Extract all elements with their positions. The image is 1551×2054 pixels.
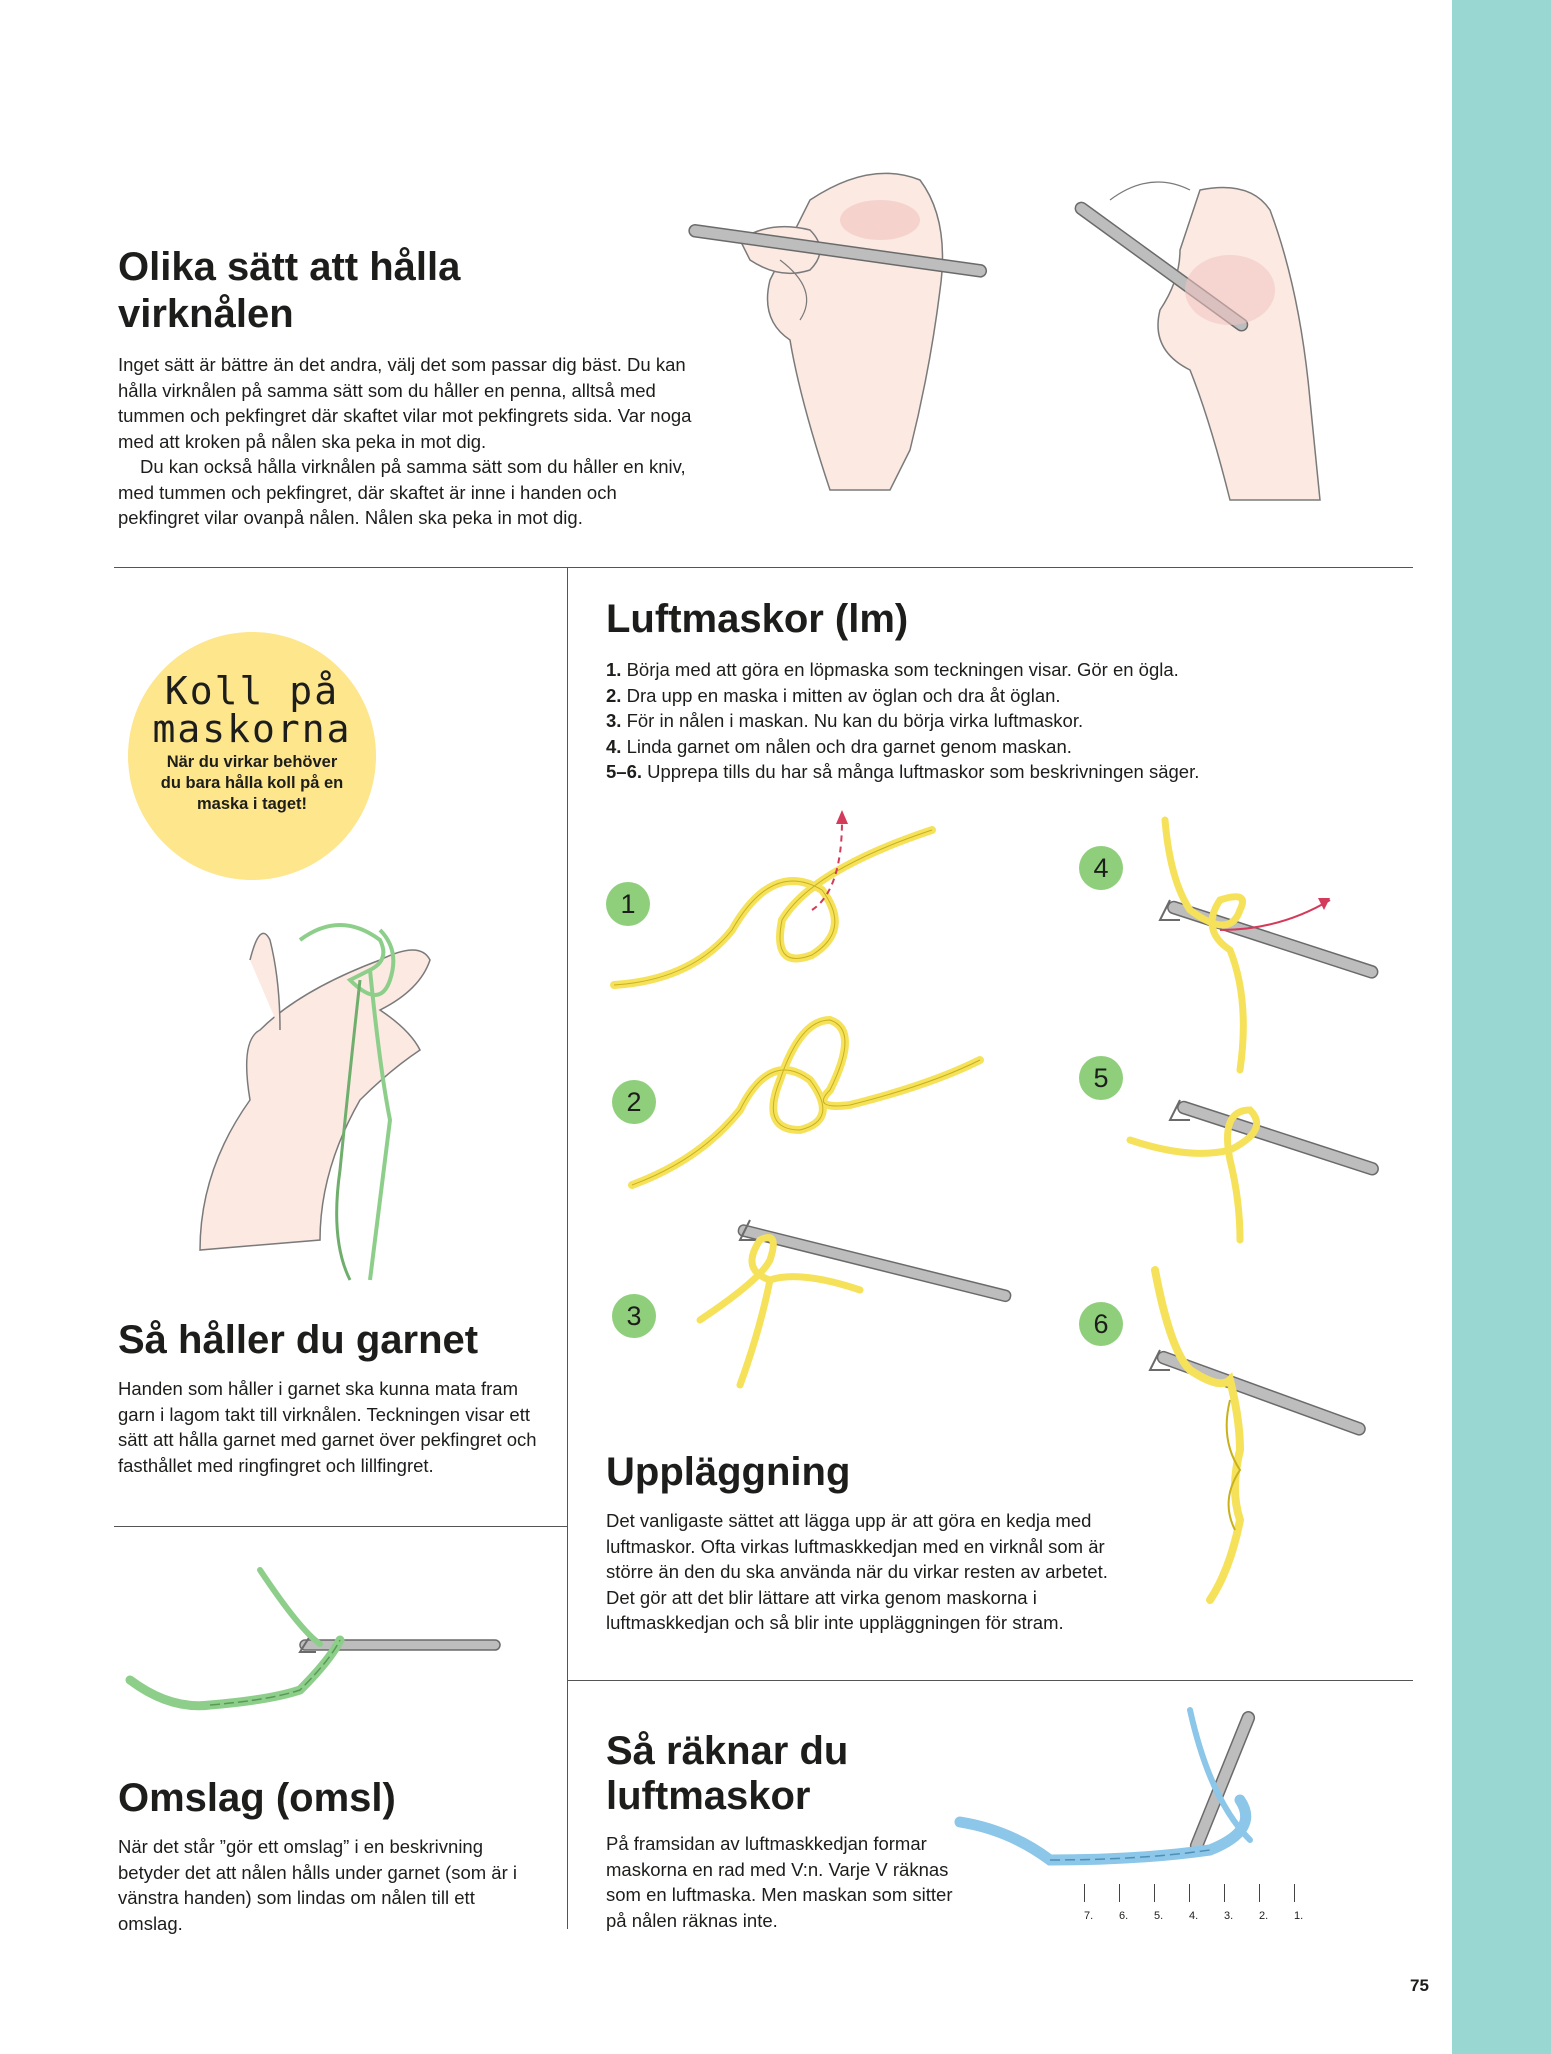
chain-step [606,657,1366,683]
count-label: 7. [1084,1910,1094,1922]
step-badge-4: 4 [1079,846,1123,890]
page-number: 75 [1410,1976,1429,1995]
callout-title-line-2: maskorna [152,707,352,751]
chain-step-number: 5–6. [606,761,643,782]
accent-side-band [1452,0,1551,2054]
hand-pencil-grip-illustration [680,160,1050,505]
hand-knife-grip-illustration [1080,170,1360,510]
chain-step [606,683,1366,709]
count-label: 2. [1259,1910,1269,1922]
step-badge-6: 6 [1079,1302,1123,1346]
callout-circle [128,632,376,880]
chain-step [606,734,1366,760]
callout-title-line-1: Koll på [164,669,340,713]
count-label: 5. [1154,1910,1164,1922]
chain-step-text: Dra upp en maska i mitten av öglan och dra åt öglan. [626,684,1061,706]
foundation-text: Det vanligaste sättet att lägga upp är att göra en kedja med luftmaskor. Ofta virkas luftmaskkedjan med en virknål som är större än den du ska använda när du virkar resten av arbetet. Det gör att det blir lättare att virka genom maskorna i luftmaskkedjan och så blir inte uppläggningen för stram. [606,1510,1108,1633]
section-title-count: Så räknar du luftmaskor [606,1729,849,1818]
chain-step-number: 1. [606,659,622,680]
chain-step-number: 4. [606,735,622,757]
count-label: 6. [1119,1910,1129,1922]
chain-steps-list [606,657,1366,785]
chain-step-text: Upprepa tills du har så många luftmaskor som beskrivningen säger. [647,761,1200,782]
step-2-illustration [630,1010,1000,1190]
count-tick [1189,1884,1190,1902]
step-1-illustration [612,810,992,990]
chain-step-number: 2. [606,684,622,706]
hold-hook-text [118,352,698,531]
divider-right-lower [567,1680,1413,1681]
step-6-illustration [1150,1270,1390,1610]
count-tick [1119,1884,1120,1902]
callout-title [128,669,376,751]
chain-step-text: Linda garnet om nålen och dra garnet genom maskan. [626,735,1072,757]
count-tick [1259,1884,1260,1902]
count-label: 3. [1224,1910,1234,1922]
step-badge-5: 5 [1079,1056,1123,1100]
hold-hook-paragraph-1: Inget sätt är bättre än det andra, välj det som passar dig bäst. Du kan hålla virknålen på samma sätt som du håller en penna, alltså med tummen och pekfingret där skaftet vilar mot pekfingrets sida. Var noga med att kroken på nålen ska peka in mot dig. [118,354,692,452]
hold-yarn-text: Handen som håller i garnet ska kunna mata fram garn i lagom takt till virknålen. Teckningen visar ett sätt att hålla garnet med garnet över pekfingret och fasthållet med ringfingret och lillfingret. [118,1378,537,1476]
section-title-hold-hook: Olika sätt att hålla virknålen [118,245,461,336]
hand-holding-yarn-illustration [180,920,520,1290]
chain-step [606,708,1366,734]
section-title-chain: Luftmaskor (lm) [606,597,909,641]
divider-vertical [567,567,568,1929]
chain-step-text: För in nålen i maskan. Nu kan du börja virka luftmaskor. [626,710,1084,731]
count-ruler [1072,1880,1312,1930]
step-badge-3: 3 [612,1294,656,1338]
divider-left-lower [114,1526,567,1527]
callout-text: När du virkar behöver du bara hålla koll på en maska i taget! [160,753,344,813]
step-badge-2: 2 [612,1080,656,1124]
count-tick [1294,1884,1295,1902]
step-3-illustration [660,1210,1020,1390]
chain-step-text: Börja med att göra en löpmaska som teckningen visar. Gör en ögla. [626,659,1179,680]
chain-step-number: 3. [606,710,622,731]
section-title-yarn-over: Omslag (omsl) [118,1776,396,1820]
yarn-over-text: När det står ”gör ett omslag” i en beskrivning betyder det att nålen hålls under garnet (som är i vänstra handen) som lindas om nålen till ett omslag. [118,1836,518,1934]
count-text: På framsidan av luftmaskkedjan formar maskorna en rad med V:n. Varje V räknas som en luftmaska. Men maskan som sitter på nålen räknas inte. [606,1833,953,1931]
section-title-foundation: Uppläggning [606,1450,851,1494]
section-title-hold-yarn: Så håller du garnet [118,1318,479,1362]
count-tick [1084,1884,1085,1902]
count-tick [1224,1884,1225,1902]
count-tick [1154,1884,1155,1902]
hold-hook-paragraph-2: Du kan också hålla virknålen på samma sätt som du håller en kniv, med tummen och pekfingret, där skaftet är inne i handen och pekfingret vilar ovanpå nålen. Nålen ska peka in mot dig. [118,456,686,528]
yarn-over-illustration [130,1570,510,1740]
step-5-illustration [1130,1070,1390,1250]
count-label: 1. [1294,1910,1304,1922]
step-badge-1: 1 [606,882,650,926]
count-label: 4. [1189,1910,1199,1922]
chain-step [606,759,1366,785]
divider-top [114,567,1413,568]
step-4-illustration [1130,820,1390,1080]
